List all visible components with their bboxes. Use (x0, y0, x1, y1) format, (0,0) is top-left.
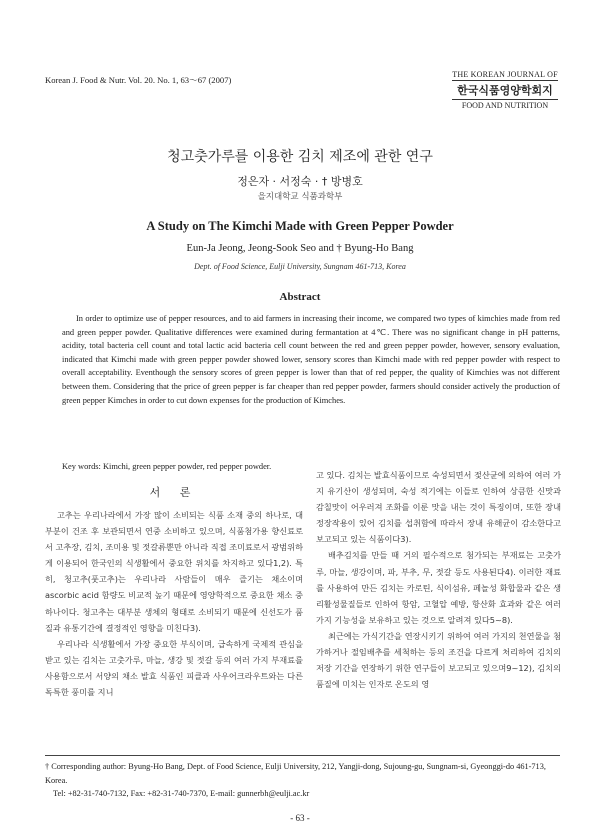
paragraph: 고 있다. 김치는 발효식품이므로 숙성되면서 젖산균에 의하여 여러 가지 유기산이 생성되며, 숙성 적기에는 이들로 인하여 상큼한 신맛과 감칠맛이 어우러져 조화를 이룬 맛을 내는 것이 특징이며, 또한 장내 정장작용이 있어 김치를 섭취함에 따라서 장내 유해균이 감소한다고 보고되고 있는 식품이다3). (316, 470, 561, 545)
footnote (45, 760, 560, 801)
authors-english: Eun-Ja Jeong, Jeong-Sook Seo and † Byung-Ho Bang (186, 243, 414, 254)
journal-citation: Korean J. Food & Nutr. Vol. 20. No. 1, 63～67 (2007) (45, 75, 232, 85)
journal-name-ko: 한국식품영양학회지 (452, 80, 558, 100)
journal-name-en-top: THE KOREAN JOURNAL OF (452, 70, 558, 79)
page-number: - 63 - (290, 813, 310, 823)
journal-name-en-bottom: FOOD AND NUTRITION (461, 101, 549, 110)
paragraph: 배추김치를 만들 때 거의 필수적으로 첨가되는 부재료는 고춧가루, 마늘, 생강이며, 파, 부추, 무, 젓갈 등도 사용된다4). 이러한 재료를 사용하여 만든 김치는 카로틴, 식이섬유, 페놀성 화합물과 같은 생리활성물질들로 인하여 항암, 고혈압 예방, 항산화 효과와 같은 여러 가지 기능성을 보유하고 있는 것으로 알려져 있다5~8). (316, 550, 561, 625)
footnote-author: † Corresponding author: Byung-Ho Bang, Dept. of Food Science, Eulji University, 212, Yangji-dong, Sujoung-gu, Sungnam-si, Gyeonggi-do 461-713, Korea. (45, 762, 546, 785)
abstract-text: In order to optimize use of pepper resources, and to aid farmers in increasing their income, we compared two types of kimchies made from red and green pepper powder. Qualitative differences were examined during fermantation at 4℃. There was no significant change in pH patterns, acidity, total bacteria cell count and total lactic acid bacteria cell count between the red and green pepper powder, however, sensory evaluation, indicated that Kimchi made with green pepper powder showed lower, sensory scores than Kimchi made with red pepper powder with respect to overall acceptability. Eventhough the sensory scores of green pepper is lower than that of red pepper, the quality of Kimchies was not different between them. Considering that the price of green pepper is far cheaper than red pepper powder, farmers should consider actively the production of green pepper Kimches in order to cut down expenses for the production of Kimches. (62, 314, 560, 405)
footnote-contact: Tel: +82-31-740-7132, Fax: +82-31-740-7370, E-mail: gunnerbh@eulji.ac.kr (53, 789, 310, 798)
affiliation-korean: 을지대학교 식품과학부 (257, 192, 343, 202)
title-korean: 청고춧가루를 이용한 김치 제조에 관한 연구 (167, 149, 433, 165)
affiliation-english: Dept. of Food Science, Eulji University, Sungnam 461-713, Korea (194, 262, 406, 271)
authors-korean: 정은자 · 서정숙 · † 방병호 (237, 175, 363, 188)
paragraph: 고추는 우리나라에서 가장 많이 소비되는 식품 소재 중의 하나로, 대부분이 건조 후 보관되면서 연중 소비하고 있으며, 식품첨가용 향신료로서 고추장, 김치, 조미용 및 젓갈류뿐만 아니라 직접 조미료로서 광범위하게 이용되어 한국인의 식생활에서 중요한 위치를 차지하고 있다1,2). 특히, 청고추(풋고추)는 우리나라 사람들이 매우 즐기는 채소이며 ascorbic acid 함량도 비교적 높기 때문에 영양학적으로 중요한 채소 중 하나이다. 청고추는 대부분 생체의 형태로 소비되기 때문에 신선도가 품질과 유통기간에 결정적인 영향을 미친다3). (45, 510, 303, 633)
abstract-body (62, 312, 560, 407)
section-heading-introduction: 서 론 (149, 486, 199, 499)
abstract-heading: Abstract (279, 291, 321, 303)
body-column-right (316, 467, 561, 692)
body-column-left (45, 507, 303, 700)
paragraph: 최근에는 가식기간을 연장시키기 위하여 여러 가지의 천연물을 첨가하거나 절임배추를 세척하는 등의 조건을 다르게 처리하여 김치의 저장 기간을 연장하기 위한 연구들이 보고되고 있으며9~12), 김치의 품질에 미치는 인자로 온도의 영 (316, 630, 561, 690)
journal-logo (452, 70, 558, 110)
footnote-divider (45, 755, 560, 756)
keywords: Key words: Kimchi, green pepper powder, red pepper powder. (62, 462, 272, 471)
paragraph: 우리나라 식생활에서 가장 중요한 부식이며, 급속하게 국제적 관심을 받고 있는 김치는 고춧가루, 마늘, 생강 및 젓갈 등의 여러 가지 부재료를 사용함으로서 서양의 채소 발효 식품인 피클과 사우어크라우트와는 다른 독특한 풍미를 지니 (45, 638, 303, 698)
title-english: A Study on The Kimchi Made with Green Pepper Powder (146, 219, 454, 233)
